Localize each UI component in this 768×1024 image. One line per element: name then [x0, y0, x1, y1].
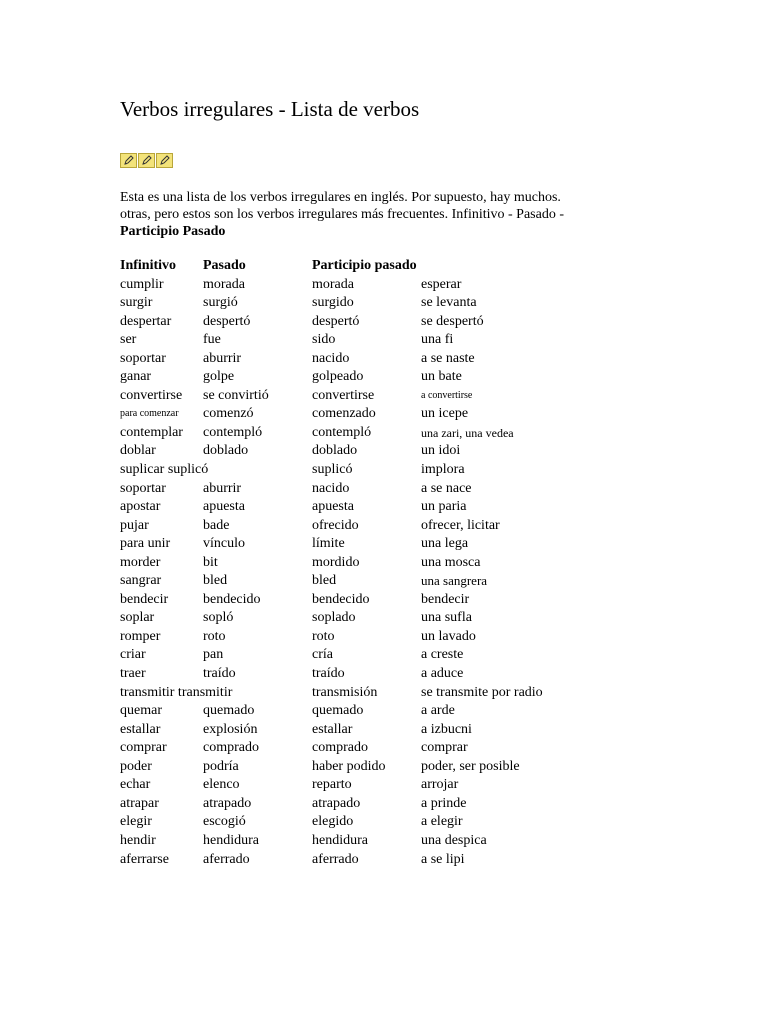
table-cell: bled: [203, 573, 228, 589]
table-cell: surgido: [312, 295, 354, 311]
table-cell: doblado: [312, 443, 358, 459]
pencil-icon[interactable]: [156, 153, 173, 168]
table-cell: morada: [312, 276, 354, 292]
table-cell: bade: [203, 517, 230, 533]
table-row: [120, 461, 580, 480]
table-cell: cría: [312, 647, 333, 663]
table-cell: para comenzar: [120, 408, 179, 420]
table-cell: ofrecer, licitar: [421, 517, 500, 533]
table-cell: quemado: [203, 703, 255, 719]
table-cell: explosión: [203, 721, 258, 737]
table-row: [120, 554, 580, 573]
table-row: [120, 313, 580, 332]
table-cell: suplicó: [312, 462, 353, 478]
table-cell: criar: [120, 647, 146, 663]
table-cell: soplar: [120, 610, 155, 626]
table-row: [120, 498, 580, 517]
table-row: [120, 739, 580, 758]
table-cell: un bate: [421, 369, 462, 385]
table-cell: quemar: [120, 703, 162, 719]
table-cell: bendecido: [312, 591, 370, 607]
table-row: [120, 276, 580, 295]
intro-line: otras, pero estos son los verbos irregulares más frecuentes. Infinitivo - Pasado -: [120, 207, 564, 222]
table-cell: nacido: [312, 480, 350, 496]
table-row: [120, 721, 580, 740]
table-row: [120, 350, 580, 369]
table-row: [120, 591, 580, 610]
table-header-row: [120, 257, 580, 276]
table-cell: se despertó: [421, 313, 484, 329]
intro-bold: Participio Pasado: [120, 224, 226, 239]
table-cell: comprar: [120, 740, 167, 756]
table-cell: a se nace: [421, 480, 472, 496]
table-cell: comprado: [203, 740, 259, 756]
table-cell: una fi: [421, 332, 454, 348]
table-cell: atrapado: [312, 795, 361, 811]
table-cell: se transmite por radio: [421, 684, 543, 700]
table-cell: elegir: [120, 814, 152, 830]
intro-line: Esta es una lista de los verbos irregulares en inglés. Por supuesto, hay muchos.: [120, 190, 561, 205]
table-cell: a elegir: [421, 814, 463, 830]
table-row: [120, 535, 580, 554]
table-cell: estallar: [120, 721, 161, 737]
table-cell: hendidura: [312, 832, 368, 848]
table-row: [120, 665, 580, 684]
table-row: [120, 684, 580, 703]
icon-strip: [120, 153, 173, 168]
table-cell: podría: [203, 758, 239, 774]
table-cell: aferrarse: [120, 851, 169, 867]
table-cell: límite: [312, 536, 345, 552]
table-cell: apuesta: [312, 499, 354, 515]
table-cell: hendidura: [203, 832, 259, 848]
table-cell: a prinde: [421, 795, 467, 811]
table-cell: transmitir transmitir: [120, 684, 233, 700]
table-cell: despertar: [120, 313, 172, 329]
table-cell: surgir: [120, 295, 153, 311]
table-row: [120, 776, 580, 795]
table-cell: arrojar: [421, 777, 459, 793]
column-header: Infinitivo: [120, 258, 177, 273]
column-header: Pasado: [203, 258, 246, 273]
table-row: [120, 331, 580, 350]
table-row: [120, 294, 580, 313]
table-cell: bendecir: [421, 591, 470, 607]
table-cell: surgió: [203, 295, 238, 311]
table-cell: un lavado: [421, 628, 476, 644]
table-row: [120, 758, 580, 777]
table-cell: echar: [120, 777, 151, 793]
table-cell: sangrar: [120, 573, 162, 589]
table-cell: pan: [203, 647, 224, 663]
table-cell: doblar: [120, 443, 156, 459]
table-cell: pujar: [120, 517, 149, 533]
table-cell: suplicar suplicó: [120, 462, 209, 478]
table-cell: una mosca: [421, 554, 481, 570]
pencil-icon[interactable]: [138, 153, 155, 168]
table-cell: bled: [312, 573, 337, 589]
table-cell: esperar: [421, 276, 462, 292]
table-cell: traído: [312, 666, 345, 682]
table-cell: a se lipi: [421, 851, 465, 867]
table-cell: despertó: [203, 313, 251, 329]
table-cell: fue: [203, 332, 221, 348]
table-cell: reparto: [312, 777, 352, 793]
table-row: [120, 442, 580, 461]
table-row: [120, 851, 580, 870]
table-cell: aferrado: [312, 851, 359, 867]
table-cell: hendir: [120, 832, 156, 848]
table-cell: convertirse: [120, 387, 183, 403]
table-cell: soplado: [312, 610, 356, 626]
table-row: [120, 628, 580, 647]
table-cell: romper: [120, 628, 161, 644]
page-title: Verbos irregulares - Lista de verbos: [120, 97, 420, 121]
table-cell: bendecir: [120, 591, 169, 607]
table-cell: comenzado: [312, 406, 376, 422]
table-body: [120, 276, 580, 870]
table-cell: golpeado: [312, 369, 364, 385]
table-cell: una zari, una vedea: [421, 425, 514, 440]
table-cell: doblado: [203, 443, 249, 459]
pencil-icon[interactable]: [120, 153, 137, 168]
table-cell: a convertirse: [421, 389, 473, 401]
table-cell: vínculo: [203, 536, 245, 552]
table-row: [120, 368, 580, 387]
table-cell: poder, ser posible: [421, 758, 520, 774]
table-cell: ofrecido: [312, 517, 359, 533]
table-cell: una despica: [421, 832, 487, 848]
table-cell: comprar: [421, 740, 468, 756]
intro-paragraph: [120, 189, 590, 240]
verb-table: [120, 257, 580, 869]
table-row: [120, 387, 580, 406]
table-row: [120, 795, 580, 814]
table-cell: ganar: [120, 369, 152, 385]
column-header: Participio pasado: [312, 258, 417, 273]
table-cell: un paria: [421, 499, 467, 515]
table-cell: aburrir: [203, 350, 242, 366]
table-cell: bit: [203, 554, 218, 570]
table-cell: atrapado: [203, 795, 252, 811]
table-cell: soportar: [120, 480, 166, 496]
table-cell: a arde: [421, 703, 455, 719]
table-cell: se levanta: [421, 295, 477, 311]
table-cell: roto: [312, 628, 335, 644]
table-cell: una lega: [421, 536, 469, 552]
table-cell: morder: [120, 554, 161, 570]
table-cell: contemplar: [120, 424, 183, 440]
table-cell: bendecido: [203, 591, 261, 607]
table-cell: a se naste: [421, 350, 475, 366]
table-cell: un idoi: [421, 443, 461, 459]
table-cell: una sangrera: [421, 573, 488, 589]
table-cell: apuesta: [203, 499, 245, 515]
table-cell: golpe: [203, 369, 235, 385]
table-cell: aferrado: [203, 851, 250, 867]
table-cell: un icepe: [421, 406, 469, 422]
table-cell: transmisión: [312, 684, 378, 700]
table-cell: aburrir: [203, 480, 242, 496]
table-cell: soportar: [120, 350, 166, 366]
table-cell: escogió: [203, 814, 246, 830]
table-cell: para unir: [120, 536, 171, 552]
table-cell: contempló: [312, 424, 372, 440]
table-row: [120, 572, 580, 591]
table-cell: a creste: [421, 647, 464, 663]
table-row: [120, 405, 580, 424]
table-row: [120, 813, 580, 832]
table-cell: apostar: [120, 499, 161, 515]
table-cell: comenzó: [203, 406, 254, 422]
table-row: [120, 517, 580, 536]
table-cell: se convirtió: [203, 387, 269, 403]
table-cell: elegido: [312, 814, 354, 830]
table-row: [120, 609, 580, 628]
table-cell: sopló: [203, 610, 234, 626]
table-cell: despertó: [312, 313, 360, 329]
table-cell: nacido: [312, 350, 350, 366]
table-cell: traer: [120, 666, 146, 682]
table-cell: elenco: [203, 777, 240, 793]
table-cell: traído: [203, 666, 236, 682]
table-row: [120, 832, 580, 851]
table-cell: sido: [312, 332, 336, 348]
table-cell: a izbucni: [421, 721, 472, 737]
table-cell: cumplir: [120, 276, 164, 292]
table-row: [120, 646, 580, 665]
table-cell: contempló: [203, 424, 263, 440]
table-cell: implora: [421, 462, 465, 478]
table-cell: roto: [203, 628, 226, 644]
table-cell: haber podido: [312, 758, 386, 774]
table-cell: ser: [120, 332, 137, 348]
table-cell: comprado: [312, 740, 368, 756]
table-cell: convertirse: [312, 387, 375, 403]
table-row: [120, 480, 580, 499]
table-cell: quemado: [312, 703, 364, 719]
table-cell: una sufla: [421, 610, 472, 626]
table-cell: estallar: [312, 721, 353, 737]
table-cell: mordido: [312, 554, 360, 570]
table-cell: atrapar: [120, 795, 159, 811]
table-cell: a aduce: [421, 666, 464, 682]
table-row: [120, 702, 580, 721]
table-cell: poder: [120, 758, 152, 774]
table-row: [120, 424, 580, 443]
table-cell: morada: [203, 276, 245, 292]
